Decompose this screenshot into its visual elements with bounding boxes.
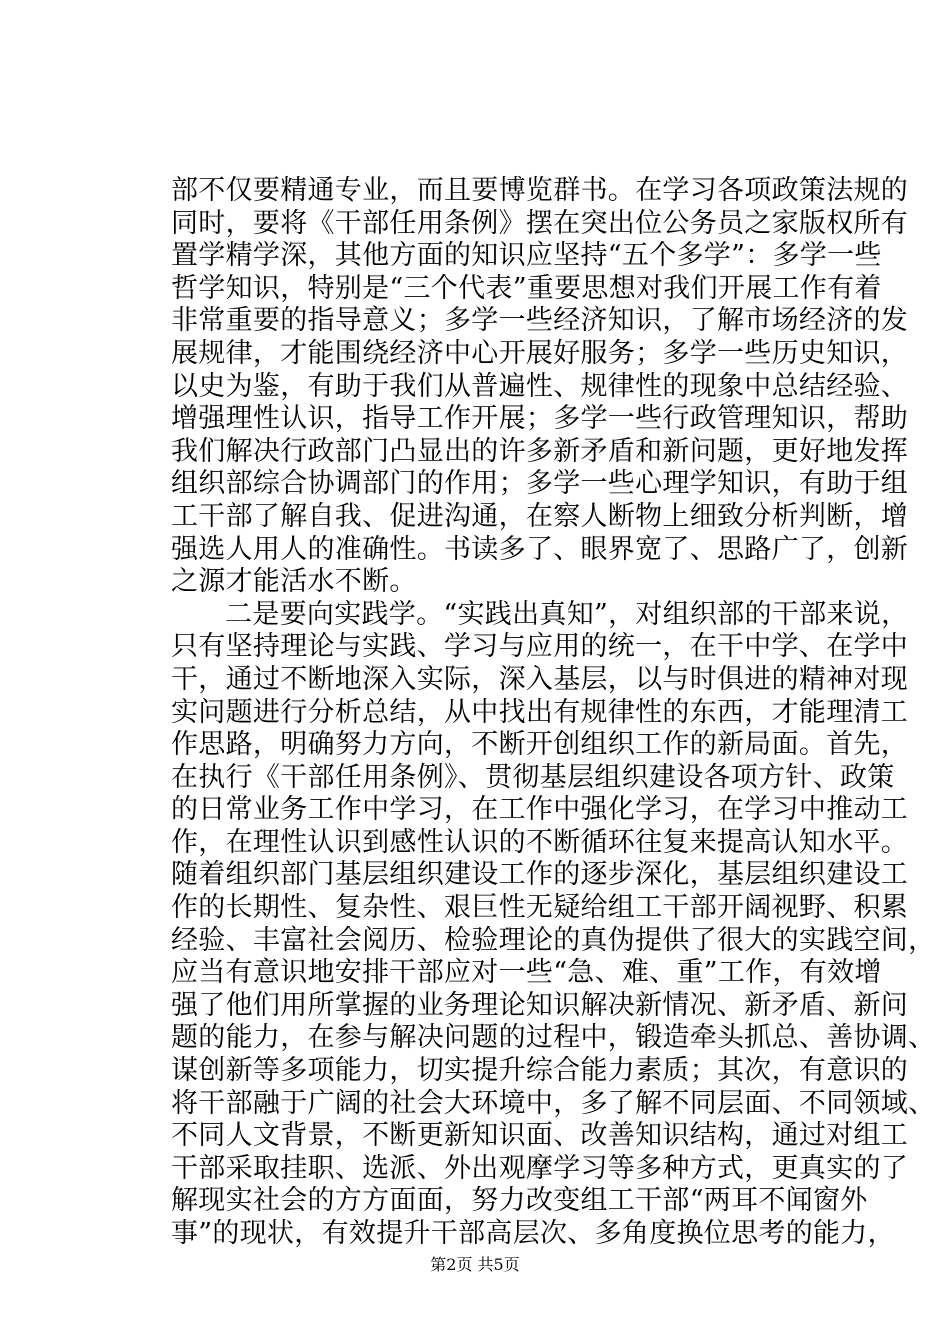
text-line: 题的能力，在参与解决问题的过程中，锻造牵头抓总、善协调、 bbox=[171, 1022, 936, 1054]
text-line: 作思路，明确努力方向，不断开创组织工作的新局面。首先， bbox=[171, 729, 909, 761]
text-line: 解现实社会的方方面面，努力改变组工干部“两耳不闻窗外 bbox=[171, 1185, 868, 1217]
text-line: 只有坚持理论与实践、学习与应用的统一，在干中学、在学中 bbox=[171, 631, 909, 663]
text-line: 增强理性认识，指导工作开展；多学一些行政管理知识，帮助 bbox=[171, 403, 909, 435]
text-line: 组织部综合协调部门的作用；多学一些心理学知识，有助于组 bbox=[171, 468, 909, 500]
text-line: 谋创新等多项能力，切实提升综合能力素质；其次，有意识的 bbox=[171, 1055, 909, 1087]
text-line: 在执行《干部任用条例》、贯彻基层组织建设各项方针、政策 bbox=[171, 761, 895, 793]
text-line: 的日常业务工作中学习，在工作中强化学习，在学习中推动工 bbox=[171, 794, 909, 826]
text-line: 作，在理性认识到感性认识的不断循环往复来提高认知水平。 bbox=[171, 826, 909, 858]
page-number-footer: 第2页 共5页 bbox=[430, 1255, 520, 1274]
text-line: 部不仅要精通专业，而且要博览群书。在学习各项政策法规的 bbox=[171, 175, 909, 206]
text-line: 我们解决行政部门凸显出的许多新矛盾和新问题，更好地发挥 bbox=[171, 435, 909, 467]
text-line: 展规律，才能围绕经济中心开展好服务；多学一些历史知识， bbox=[171, 337, 909, 369]
text-line: 置学精学深，其他方面的知识应坚持“五个多学”：多学一些 bbox=[171, 240, 882, 272]
text-line: 强选人用人的准确性。书读多了、眼界宽了、思路广了，创新 bbox=[171, 533, 909, 565]
text-line: 随着组织部门基层组织建设工作的逐步深化，基层组织建设工 bbox=[171, 859, 909, 891]
document-body bbox=[171, 175, 936, 1251]
text-line: 工干部了解自我、促进沟通，在察人断物上细致分析判断，增 bbox=[171, 500, 909, 532]
text-line: 同时，要将《干部任用条例》摆在突出位公务员之家版权所有 bbox=[171, 207, 909, 239]
text-line: 将干部融于广阔的社会大环境中，多了解不同层面、不同领域、 bbox=[171, 1087, 936, 1119]
text-line: 干，通过不断地深入实际，深入基层，以与时俱进的精神对现 bbox=[171, 663, 909, 695]
paragraph-start-line: 二是要向实践学。“实践出真知”，对组织部的干部来说， bbox=[225, 598, 909, 630]
text-line: 哲学知识，特别是“三个代表”重要思想对我们开展工作有着 bbox=[171, 272, 882, 304]
text-line: 经验、丰富社会阅历、检验理论的真伪提供了很大的实践空间， bbox=[171, 924, 936, 956]
text-line: 应当有意识地安排干部应对一些“急、难、重”工作，有效增 bbox=[171, 957, 882, 989]
text-line: 干部采取挂职、选派、外出观摩学习等多种方式，更真实的了 bbox=[171, 1152, 909, 1184]
text-line: 强了他们用所掌握的业务理论知识解决新情况、新矛盾、新问 bbox=[171, 989, 909, 1021]
text-line: 非常重要的指导意义；多学一些经济知识，了解市场经济的发 bbox=[171, 305, 909, 337]
paragraph-end-line: 之源才能活水不断。 bbox=[171, 566, 417, 598]
text-line: 不同人文背景，不断更新知识面、改善知识结构，通过对组工 bbox=[171, 1120, 909, 1152]
text-line: 作的长期性、复杂性、艰巨性无疑给组工干部开阔视野、积累 bbox=[171, 892, 909, 924]
text-line: 以史为鉴，有助于我们从普遍性、规律性的现象中总结经验、 bbox=[171, 370, 909, 402]
text-line: 事”的现状，有效提升干部高层次、多角度换位思考的能力， bbox=[171, 1218, 895, 1249]
text-line: 实问题进行分析总结，从中找出有规律性的东西，才能理清工 bbox=[171, 696, 909, 728]
